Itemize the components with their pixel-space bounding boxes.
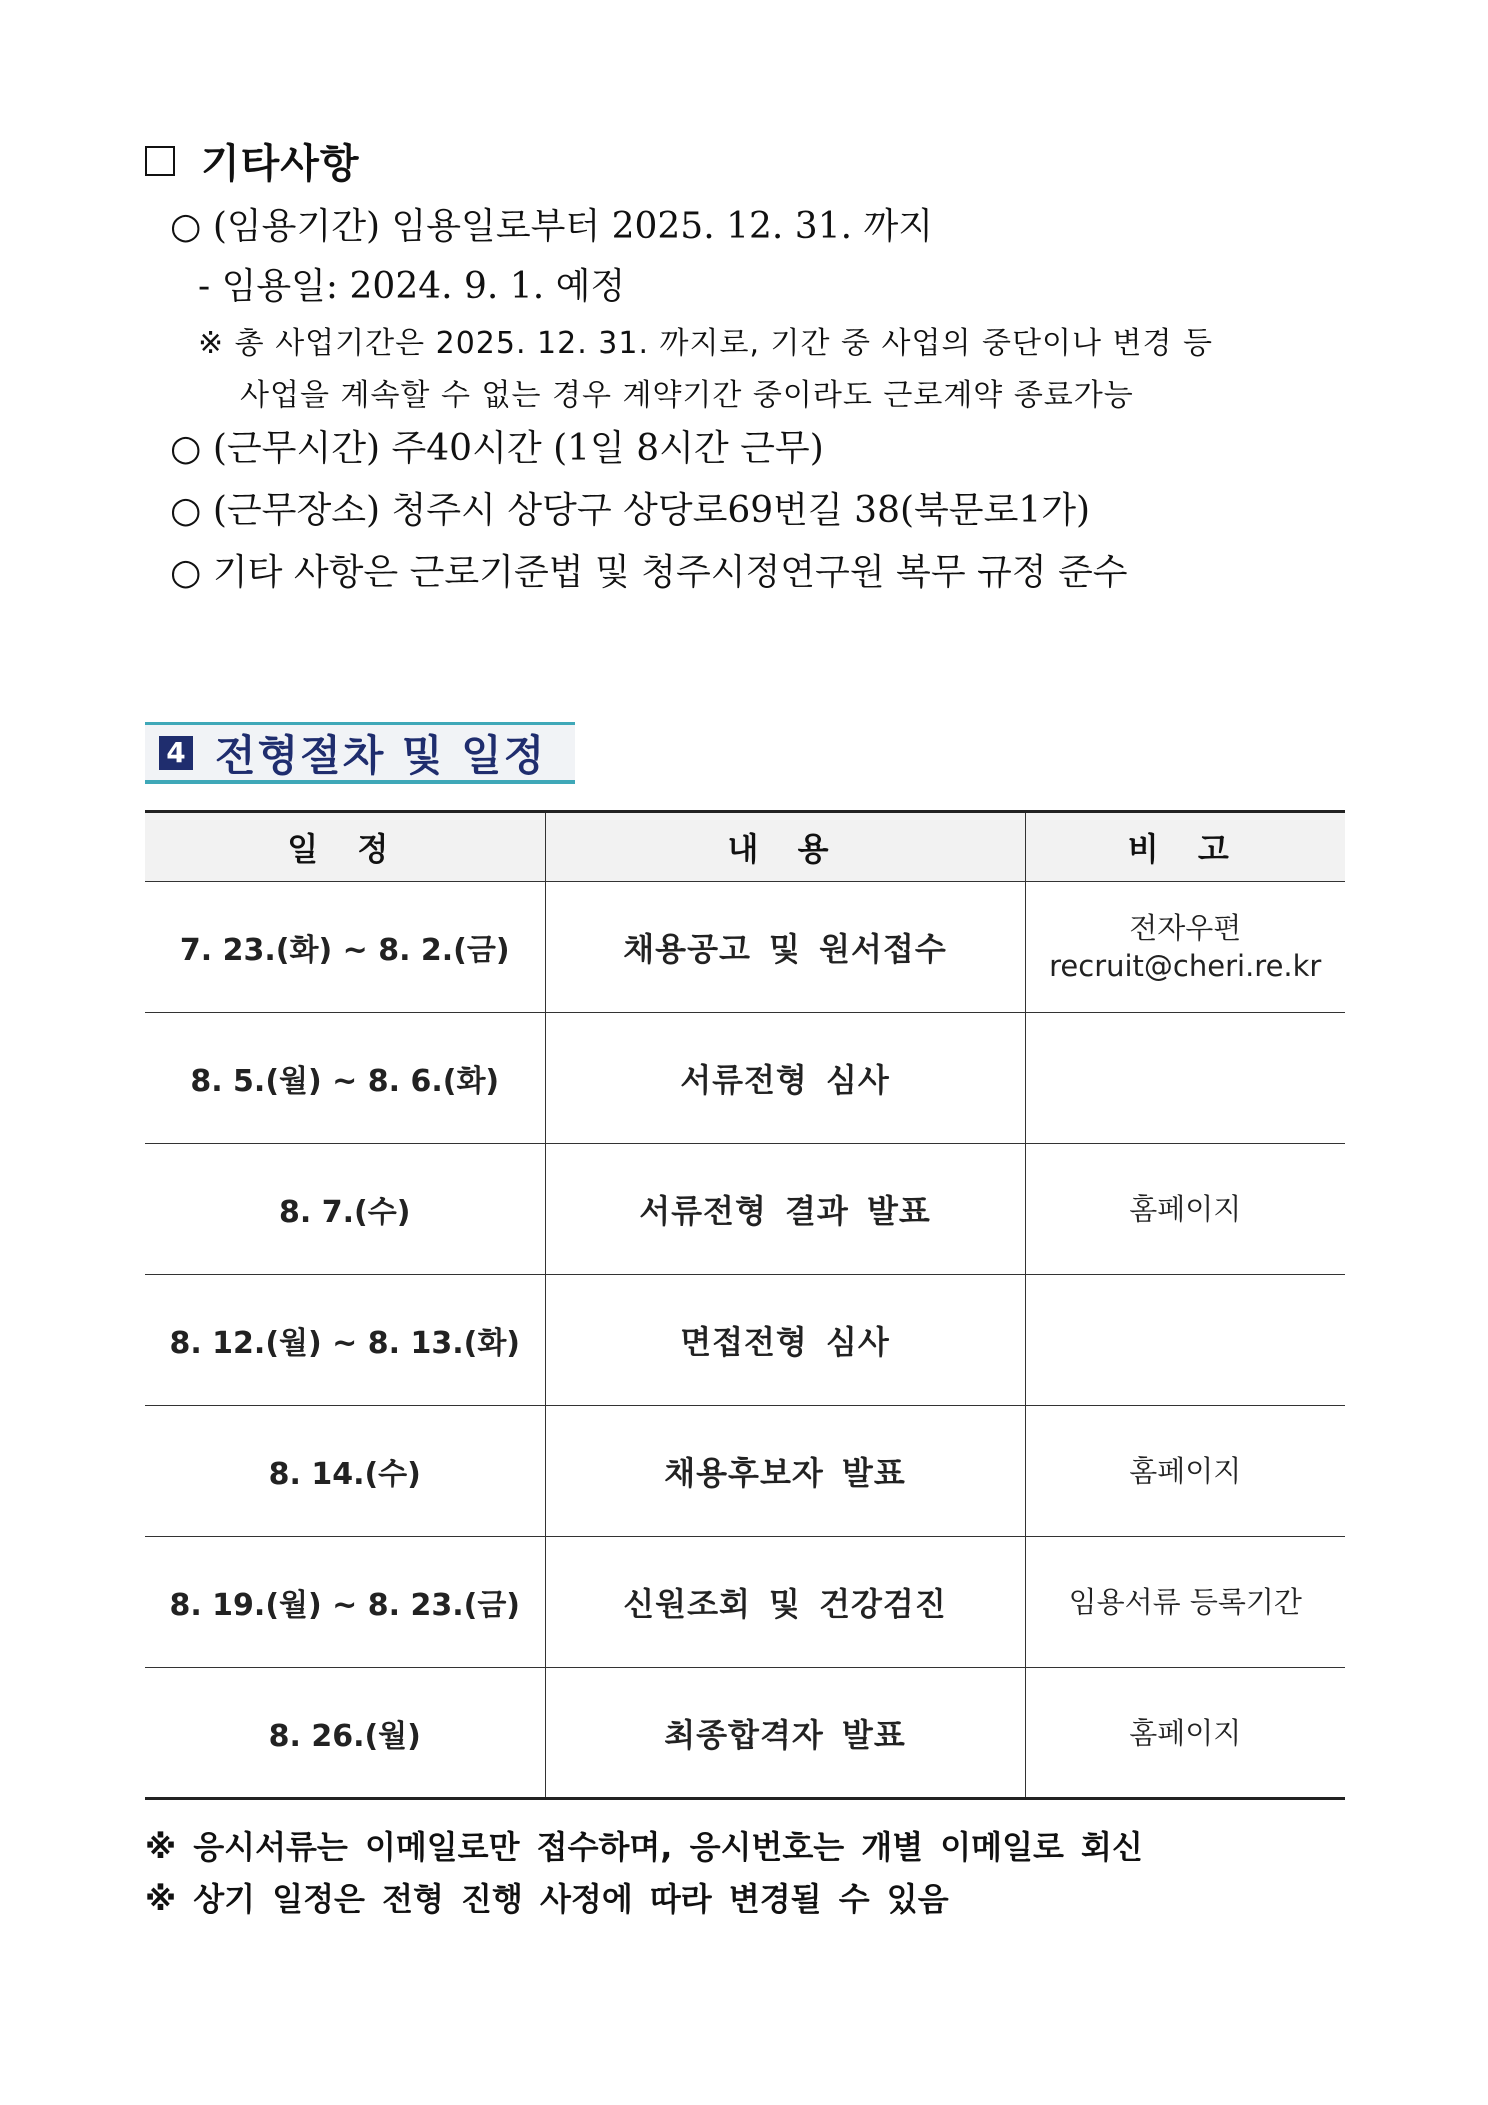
row-content: 채용후보자 발표: [545, 1406, 1025, 1537]
misc-section-heading: [145, 132, 360, 189]
row-content: 최종합격자 발표: [545, 1668, 1025, 1799]
section4-heading: [145, 722, 575, 784]
project-period-note-cont: 사업을 계속할 수 없는 경우 계약기간 중이라도 근로계약 종료가능: [240, 378, 1134, 413]
work-location: ○ (근무장소) 청주시 상당구 상당로69번길 38(북문로1가): [170, 490, 1091, 531]
header-schedule: 일 정: [145, 812, 545, 882]
row-content: 서류전형 결과 발표: [545, 1144, 1025, 1275]
row-note: 홈페이지: [1025, 1144, 1345, 1275]
appointment-period: ○ (임용기간) 임용일로부터 2025. 12. 31. 까지: [170, 206, 934, 247]
table-row: [145, 1668, 1345, 1799]
appointment-date: - 임용일: 2024. 9. 1. 예정: [198, 266, 626, 307]
section4-title: 전형절차 및 일정: [215, 730, 547, 780]
schedule-table: [145, 810, 1345, 1800]
row-content: 면접전형 심사: [545, 1275, 1025, 1406]
other-rules: ○ 기타 사항은 근로기준법 및 청주시정연구원 복무 규정 준수: [170, 552, 1128, 593]
row-note: 임용서류 등록기간: [1025, 1537, 1345, 1668]
row-content: 신원조회 및 건강검진: [545, 1537, 1025, 1668]
row-note: [1025, 1275, 1345, 1406]
row-date: 8. 7.(수): [145, 1144, 545, 1275]
row-date: 8. 19.(월) ~ 8. 23.(금): [145, 1537, 545, 1668]
table-row: [145, 1013, 1345, 1144]
table-row: [145, 1537, 1345, 1668]
checkbox-square-icon: [145, 146, 175, 176]
row-date: 8. 26.(월): [145, 1668, 545, 1799]
row-date: 8. 12.(월) ~ 8. 13.(화): [145, 1275, 545, 1406]
row-note: [1025, 1013, 1345, 1144]
row-content: 채용공고 및 원서접수: [545, 882, 1025, 1013]
row-note: 홈페이지: [1025, 1668, 1345, 1799]
email-address: recruit@cheri.re.kr: [1049, 949, 1322, 983]
note-line: 전자우편: [1129, 911, 1242, 945]
project-period-note: ※ 총 사업기간은 2025. 12. 31. 까지로, 기간 중 사업의 중단이나 변경 등: [198, 326, 1213, 361]
header-remarks: 비 고: [1025, 812, 1345, 882]
section-number-badge: 4: [159, 736, 193, 770]
row-note: 홈페이지: [1025, 1406, 1345, 1537]
row-note: [1025, 882, 1345, 1013]
table-header-row: [145, 812, 1345, 882]
row-content: 서류전형 심사: [545, 1013, 1025, 1144]
row-date: 8. 5.(월) ~ 8. 6.(화): [145, 1013, 545, 1144]
header-content: 내 용: [545, 812, 1025, 882]
table-row: [145, 882, 1345, 1013]
footnote-application: ※ 응시서류는 이메일로만 접수하며, 응시번호는 개별 이메일로 회신: [145, 1828, 1143, 1866]
misc-heading: 기타사항: [201, 141, 360, 187]
working-hours: ○ (근무시간) 주40시간 (1일 8시간 근무): [170, 428, 824, 469]
table-row: [145, 1406, 1345, 1537]
table-row: [145, 1144, 1345, 1275]
row-date: 8. 14.(수): [145, 1406, 545, 1537]
row-date: 7. 23.(화) ~ 8. 2.(금): [145, 882, 545, 1013]
table-row: [145, 1275, 1345, 1406]
footnote-schedule-change: ※ 상기 일정은 전형 진행 사정에 따라 변경될 수 있음: [145, 1880, 949, 1918]
